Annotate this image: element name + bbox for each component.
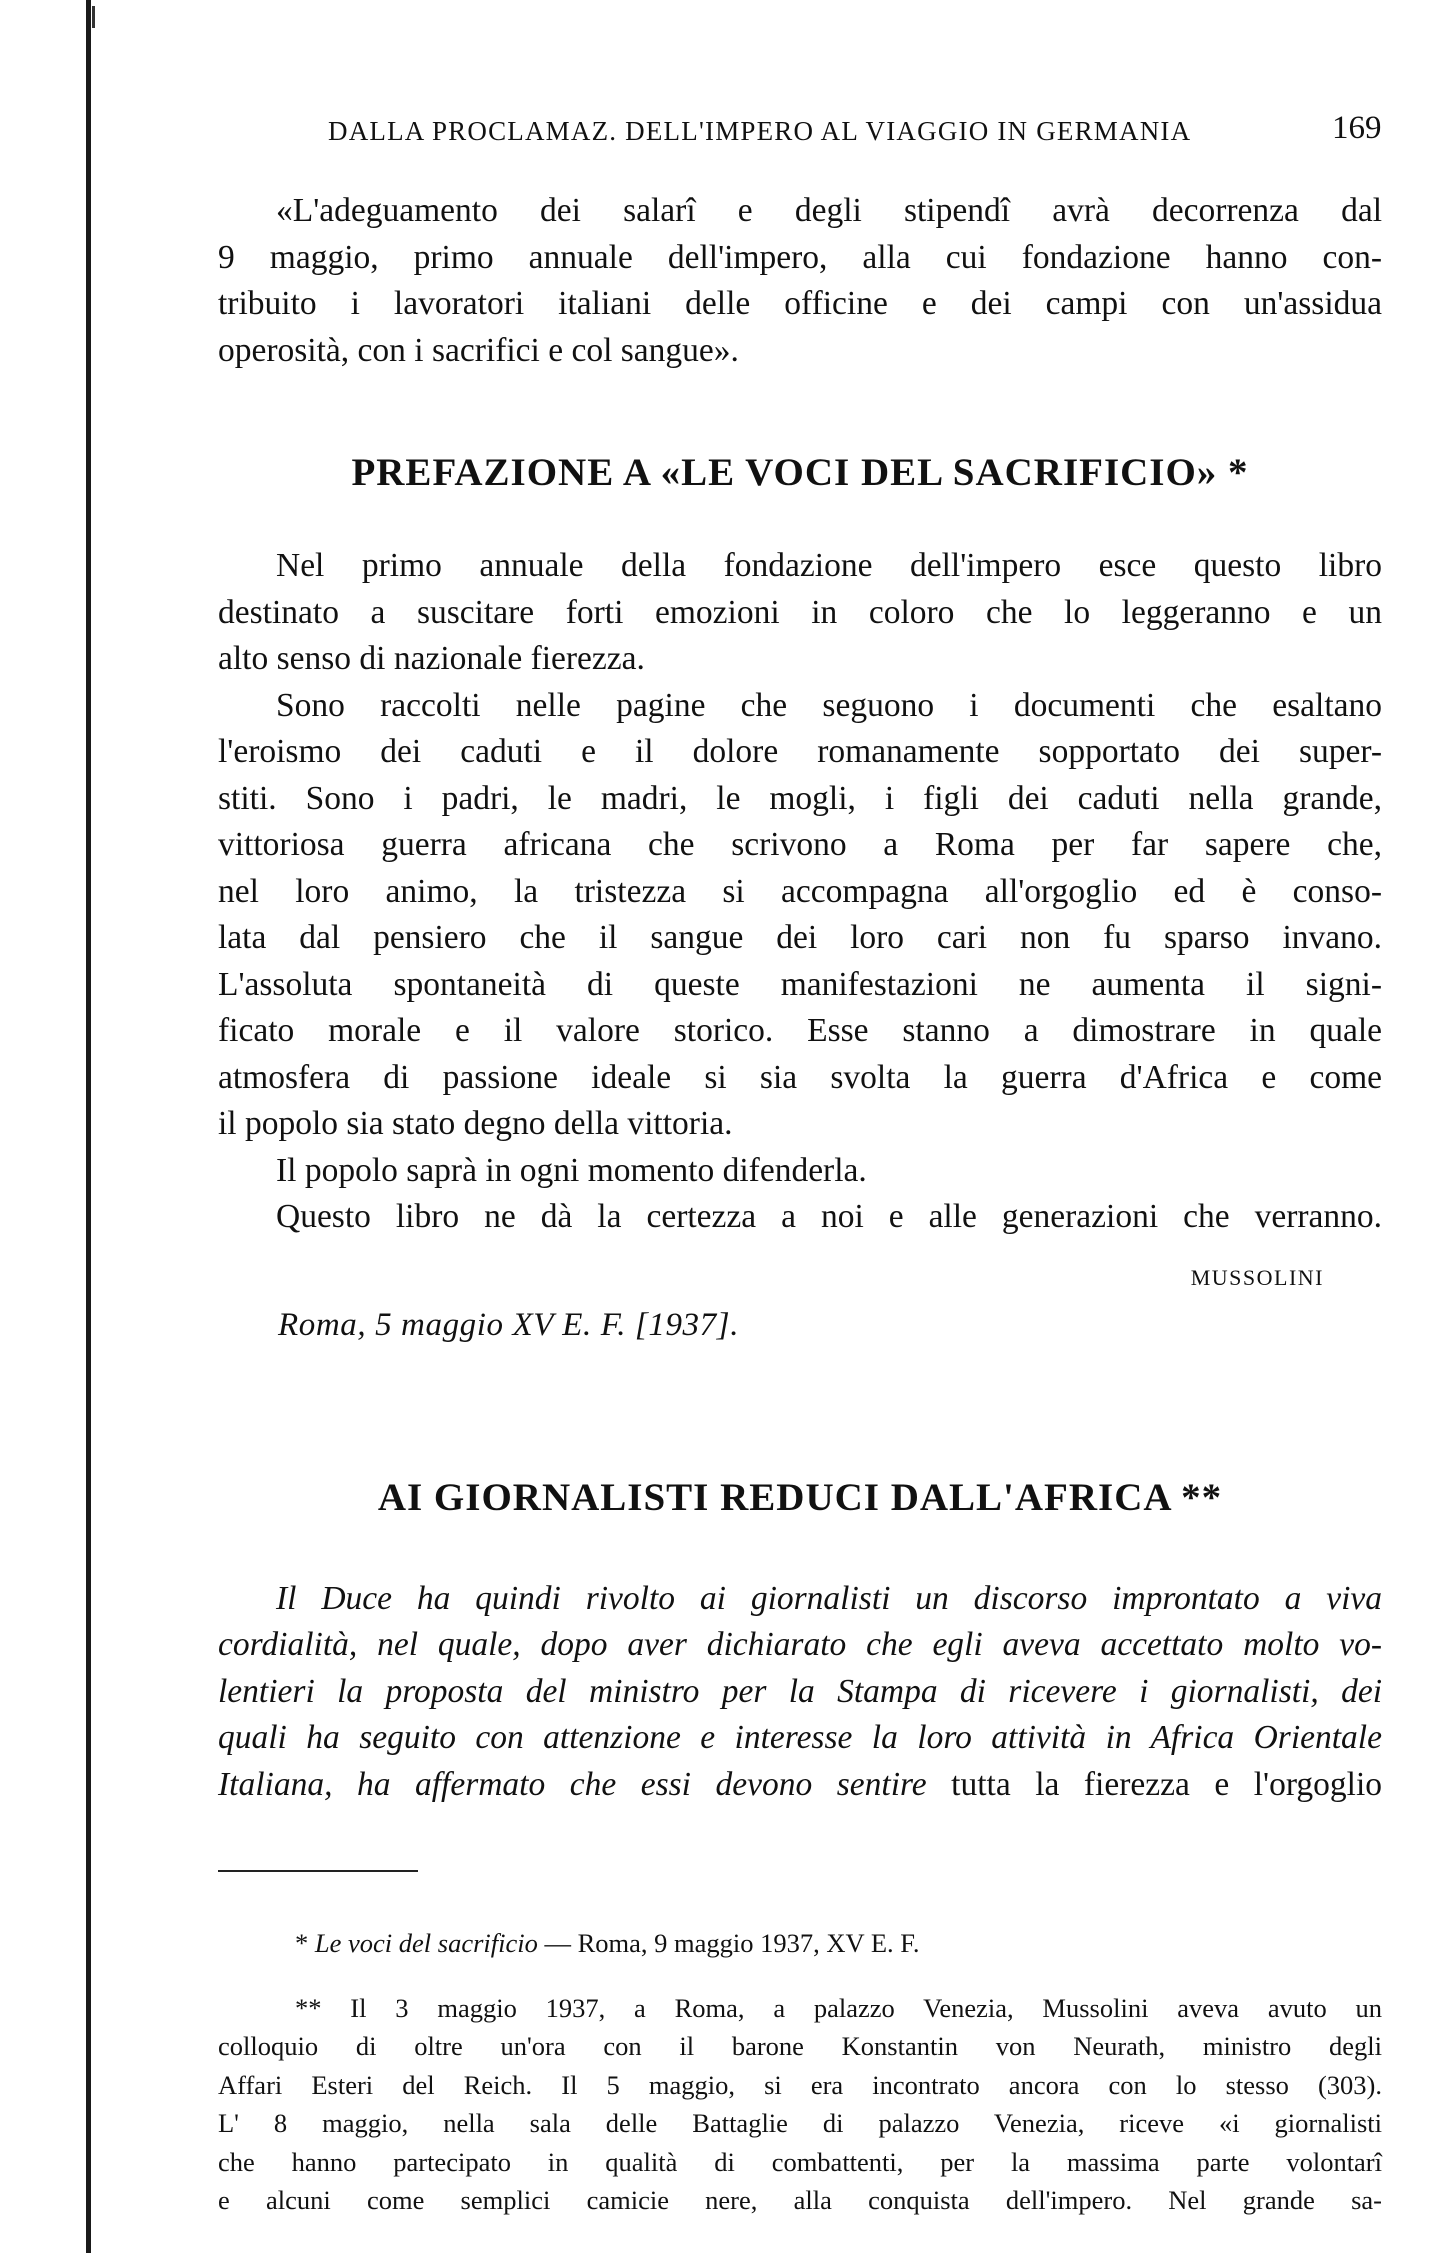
prefazione-body: [218, 543, 1382, 1365]
footnote-text: — Roma, 9 maggio 1937, XV E. F.: [537, 1928, 920, 1958]
text-line: Sono raccolti nelle pagine che seguono i documenti che esaltano: [276, 686, 1382, 724]
quote-line: tribuito i lavoratori italiani delle officine e dei campi con un'assidua: [218, 285, 1382, 322]
footnote-2-line: L' 8 maggio, nella sala delle Battaglie di palazzo Venezia, riceve «i giornalisti: [218, 2108, 1382, 2138]
text-line: ficato morale e il valore storico. Esse stanno a dimostrare in quale: [218, 1012, 1382, 1049]
text-line: Il popolo saprà in ogni momento difenderla.: [276, 1151, 867, 1189]
footnote-marker: *: [295, 1928, 315, 1958]
text-line: nel loro animo, la tristezza si accompagna all'orgoglio ed è conso-: [218, 872, 1382, 910]
dateline: [218, 1305, 1382, 1365]
text-line: stiti. Sono i padri, le madri, le mogli, i figli dei caduti nella grande,: [218, 779, 1382, 817]
text-line: [218, 1762, 1382, 1809]
author-signature: MUSSOLINI: [1190, 1264, 1324, 1290]
text-line: atmosfera di passione ideale si sia svolta la guerra d'Africa e come: [218, 1058, 1382, 1096]
book-spine-shadow: [86, 0, 91, 2253]
running-head: [218, 110, 1382, 162]
book-page: [218, 110, 1382, 2220]
quote-line: operosità, con i sacrifici e col sangue».: [218, 331, 739, 369]
intro-quote: [218, 188, 1382, 374]
section-title-giornalisti: AI GIORNALISTI REDUCI DALL'AFRICA **: [377, 1475, 1223, 1519]
text-line: cordialità, nel quale, dopo aver dichiarato che egli aveva accettato molto vo-: [218, 1626, 1382, 1663]
text-line: vittoriosa guerra africana che scrivono a Roma per far sapere che,: [218, 826, 1382, 863]
footnotes: [218, 1924, 1382, 2220]
quote-line: «L'adeguamento dei salarî e degli stipendî avrà decorrenza dal: [276, 192, 1382, 229]
date-text: Roma, 5 maggio XV E. F. [1937].: [278, 1306, 740, 1343]
footnote-2-line: e alcuni come semplici camicie nere, alla conquista dell'impero. Nel grande sa-: [218, 2185, 1382, 2215]
footnote-2-line: Affari Esteri del Reich. Il 5 maggio, si era incontrato ancora con lo stesso (303).: [218, 2069, 1382, 2100]
footnote-book-title: Le voci del sacrificio: [314, 1928, 538, 1958]
text-line: quali ha seguito con attenzione e interesse la loro attività in Africa Orientale: [218, 1719, 1382, 1756]
spine-mark: [92, 6, 95, 28]
quote-line: 9 maggio, primo annuale dell'impero, alla cui fondazione hanno con-: [218, 238, 1382, 276]
section-title-prefazione: PREFAZIONE A «LE VOCI DEL SACRIFICIO» *: [351, 451, 1249, 494]
text-line: l'eroismo dei caduti e il dolore romanamente sopportato dei super-: [218, 733, 1382, 770]
giornalisti-body: [218, 1576, 1382, 1809]
footnote-2-line: ** Il 3 maggio 1937, a Roma, a palazzo Venezia, Mussolini aveva avuto un: [295, 1992, 1382, 2023]
text-line: L'assoluta spontaneità di queste manifestazioni ne aumenta il signi-: [218, 965, 1382, 1003]
signature: [218, 1265, 1382, 1305]
text-line: lentieri la proposta del ministro per la Stampa di ricevere i giornalisti, dei: [218, 1672, 1382, 1710]
text-line: alto senso di nazionale fierezza.: [218, 640, 645, 677]
footnote-2-line: colloquio di oltre un'ora con il barone Konstantin von Neurath, ministro degli: [218, 2031, 1382, 2061]
text-line: Il Duce ha quindi rivolto ai giornalisti un discorso improntato a viva: [276, 1579, 1382, 1617]
text-line: destinato a suscitare forti emozioni in coloro che lo leggeranno e un: [218, 593, 1382, 631]
footnote-rule: [218, 1870, 418, 1872]
footnote-2-line: che hanno partecipato in qualità di combattenti, per la massima parte volontarî: [218, 2146, 1382, 2177]
text-italic: Italiana, ha affermato che essi devono sentire: [218, 1765, 927, 1803]
running-title: DALLA PROCLAMAZ. DELL'IMPERO AL VIAGGIO IN GERMANIA: [328, 116, 1192, 146]
page-number: 169: [1332, 110, 1382, 146]
text-line: Nel primo annuale della fondazione dell'impero esce questo libro: [276, 547, 1382, 584]
text-roman: tutta la fierezza e l'orgoglio: [926, 1765, 1383, 1803]
text-line: Questo libro ne dà la certezza a noi e alle generazioni che verranno.: [276, 1198, 1382, 1235]
text-line: il popolo sia stato degno della vittoria.: [218, 1105, 733, 1142]
text-line: lata dal pensiero che il sangue dei loro cari non fu sparso invano.: [218, 919, 1382, 956]
footnote-1: [218, 1924, 1382, 1963]
